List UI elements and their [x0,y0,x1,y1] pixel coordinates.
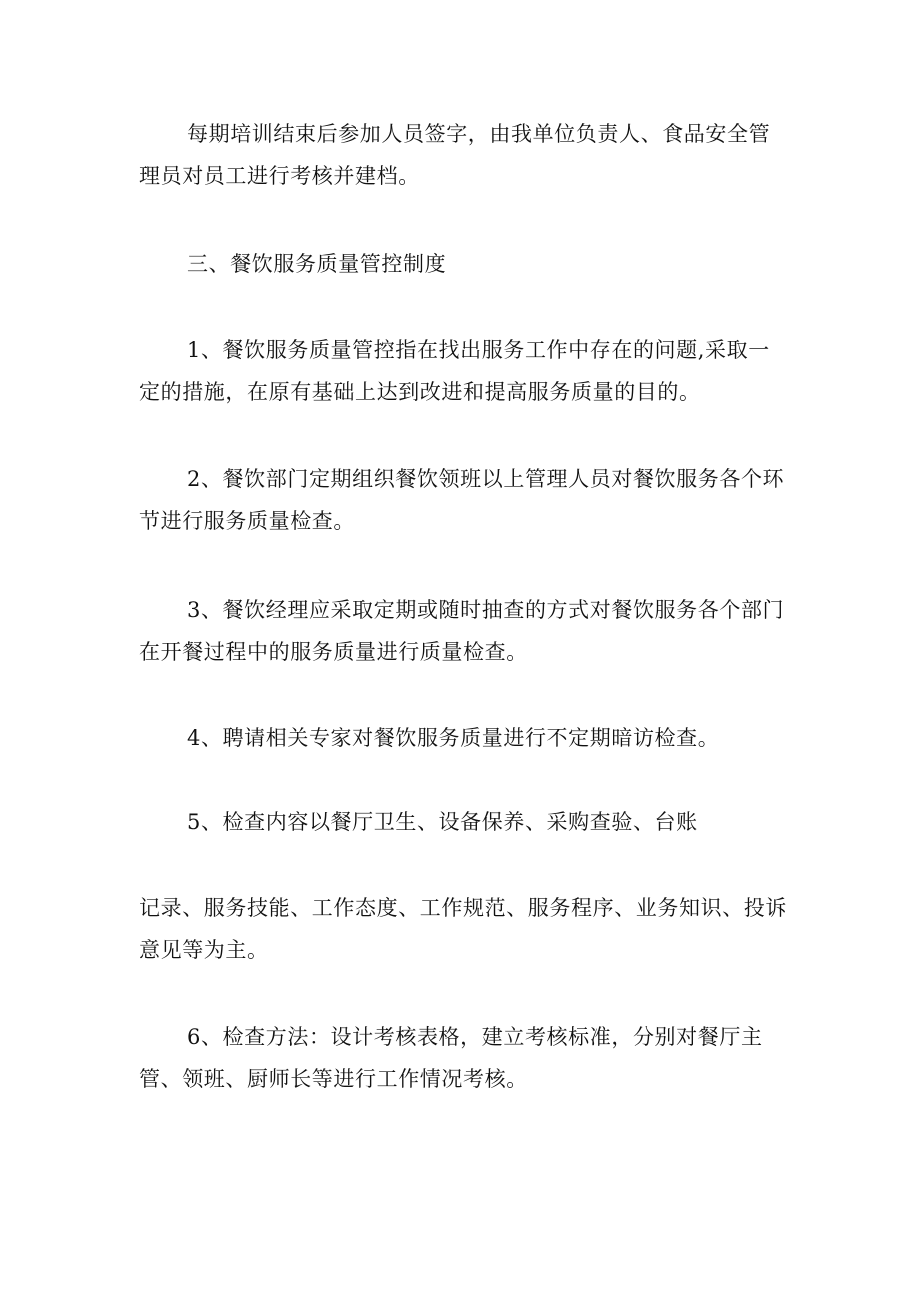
section-heading-service-quality: 三、餐饮服务质量管控制度 [187,252,447,276]
paragraph-training-signoff: 每期培训结束后参加人员签字，由我单位负责人、食品安全管理员对员工进行考核并建档。 [139,122,771,188]
paragraph-item-4: 4、聘请相关专家对餐饮服务质量进行不定期暗访检查。 [187,726,720,750]
paragraph-item-5: 5、检查内容以餐厅卫生、设备保养、采购查验、台账 [187,810,698,834]
paragraph-item-6: 6、检查方法：设计考核表格，建立考核标准，分别对餐厅主管、领班、厨师长等进行工作情况考核。 [139,1025,763,1091]
paragraph-item-1: 1、餐饮服务质量管控指在找出服务工作中存在的问题,采取一定的措施，在原有基础上达到改进和提高服务质量的目的。 [139,338,770,404]
paragraph-item-3: 3、餐饮经理应采取定期或随时抽查的方式对餐饮服务各个部门在开餐过程中的服务质量进行质量检查。 [139,598,785,664]
paragraph-item-5-continued: 记录、服务技能、工作态度、工作规范、服务程序、业务知识、投诉意见等为主。 [139,896,787,962]
paragraph-item-2: 2、餐饮部门定期组织餐饮领班以上管理人员对餐饮服务各个环节进行服务质量检查。 [139,467,785,533]
